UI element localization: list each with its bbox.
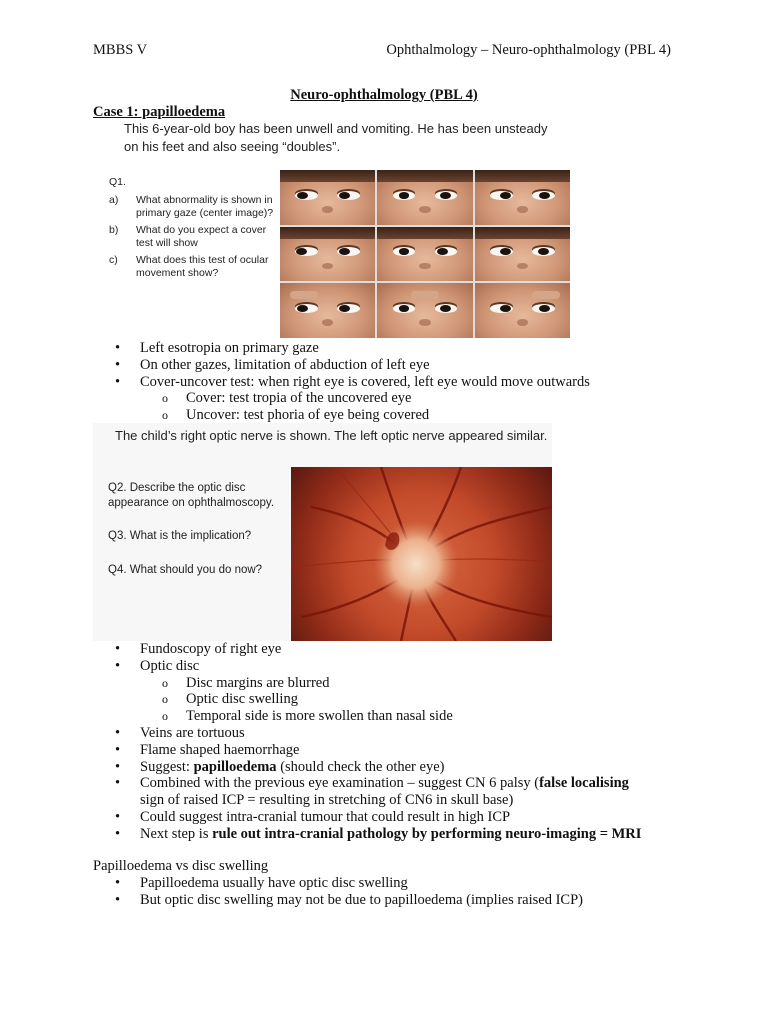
section-heading: Papilloedema vs disc swelling — [93, 858, 269, 874]
list-item: • But optic disc swelling may not be due to papilloedema (implies raised ICP) — [93, 892, 583, 909]
list-item: • Fundoscopy of right eye — [93, 641, 641, 658]
sub-list-item: o Cover: test tropia of the uncovered eye — [93, 390, 590, 407]
figure1-question — [109, 254, 274, 280]
figure2-q3: Q3. What is the implication? — [108, 530, 252, 542]
figure2-q2-line: Q2. Describe the optic disc — [108, 482, 246, 494]
sub-list-item: o Temporal side is more swollen than nasal side — [93, 708, 641, 725]
gaze-photo — [475, 170, 570, 225]
list-item: • Veins are tortuous — [93, 725, 641, 742]
gaze-photo — [475, 283, 570, 338]
question-letter: c) — [109, 254, 118, 266]
figure-eye-movements — [93, 120, 571, 339]
list-item-suggest — [93, 759, 641, 776]
text: Suggest: — [140, 758, 194, 775]
figure1-intro: This 6-year-old boy has been unwell and vomiting. He has been unsteady on his feet and also seeing “doubles”. — [124, 121, 548, 154]
figure1-q-title: Q1. — [109, 176, 126, 188]
bold-text: false localising — [539, 775, 629, 792]
gaze-photo — [280, 227, 375, 282]
section-list — [93, 875, 583, 909]
list-item: • Could suggest intra-cranial tumour that could result in high ICP — [93, 809, 641, 826]
text: Combined with the previous eye examination – suggest CN 6 palsy ( — [140, 775, 540, 792]
answer-list-q1 — [93, 340, 590, 424]
figure1-question — [109, 224, 274, 250]
list-item: • Flame shaped haemorrhage — [93, 742, 641, 759]
list-item-next-step — [93, 826, 641, 843]
fundus-photo — [291, 467, 552, 641]
gaze-photo — [377, 283, 472, 338]
gaze-photo-primary — [377, 227, 472, 282]
figure2-q4: Q4. What should you do now? — [108, 564, 263, 576]
gaze-photo — [475, 227, 570, 282]
figure2-q2 — [108, 481, 274, 511]
sub-list-item: o Uncover: test phoria of eye being covered — [93, 407, 590, 424]
question-letter: b) — [109, 224, 119, 236]
header-course: MBBS V — [93, 42, 148, 58]
answer-list-q2-q4 — [93, 641, 641, 843]
figure1-questions — [109, 176, 274, 284]
bold-text: rule out intra-cranial pathology by performing neuro-imaging = MRI — [212, 825, 642, 842]
text: Next step is — [140, 825, 213, 842]
text: (should check the other eye) — [276, 758, 445, 775]
nine-gaze-photo-grid — [280, 170, 570, 338]
gaze-photo — [377, 170, 472, 225]
figure1-question — [109, 194, 274, 220]
list-item: • Cover-uncover test: when right eye is covered, left eye would move outwards — [93, 374, 590, 391]
list-item: • Papilloedema usually have optic disc swelling — [93, 875, 583, 892]
sub-list-item: o Disc margins are blurred — [93, 675, 641, 692]
question-text: What abnormality is shown in primary gaze (center image)? — [136, 194, 274, 219]
gaze-photo — [280, 283, 375, 338]
question-letter: a) — [109, 194, 119, 206]
list-item-combined — [93, 775, 641, 809]
text: sign of raised ICP = resulting in stretching of CN6 in skull base) — [140, 792, 514, 809]
list-item: • Left esotropia on primary gaze — [93, 340, 590, 357]
list-item: • Optic disc — [93, 658, 641, 675]
sub-list-item: o Optic disc swelling — [93, 691, 641, 708]
gaze-photo — [280, 170, 375, 225]
figure-optic-disc — [93, 423, 552, 641]
question-text: What does this test of ocular movement show? — [136, 254, 269, 279]
case-title: Case 1: papilloedema — [93, 104, 226, 120]
bold-text: papilloedema — [193, 758, 277, 775]
figure2-q2-line: appearance on ophthalmoscopy. — [108, 497, 275, 509]
figure2-intro: The child’s right optic nerve is shown. The left optic nerve appeared similar. — [115, 428, 548, 443]
fundus-illustration — [291, 467, 552, 641]
list-item: • On other gazes, limitation of abduction of left eye — [93, 357, 590, 374]
question-text: What do you expect a cover test will show — [136, 224, 267, 249]
header-module: Ophthalmology – Neuro-ophthalmology (PBL 4) — [386, 42, 671, 58]
page-title: Neuro-ophthalmology (PBL 4) — [290, 87, 478, 103]
